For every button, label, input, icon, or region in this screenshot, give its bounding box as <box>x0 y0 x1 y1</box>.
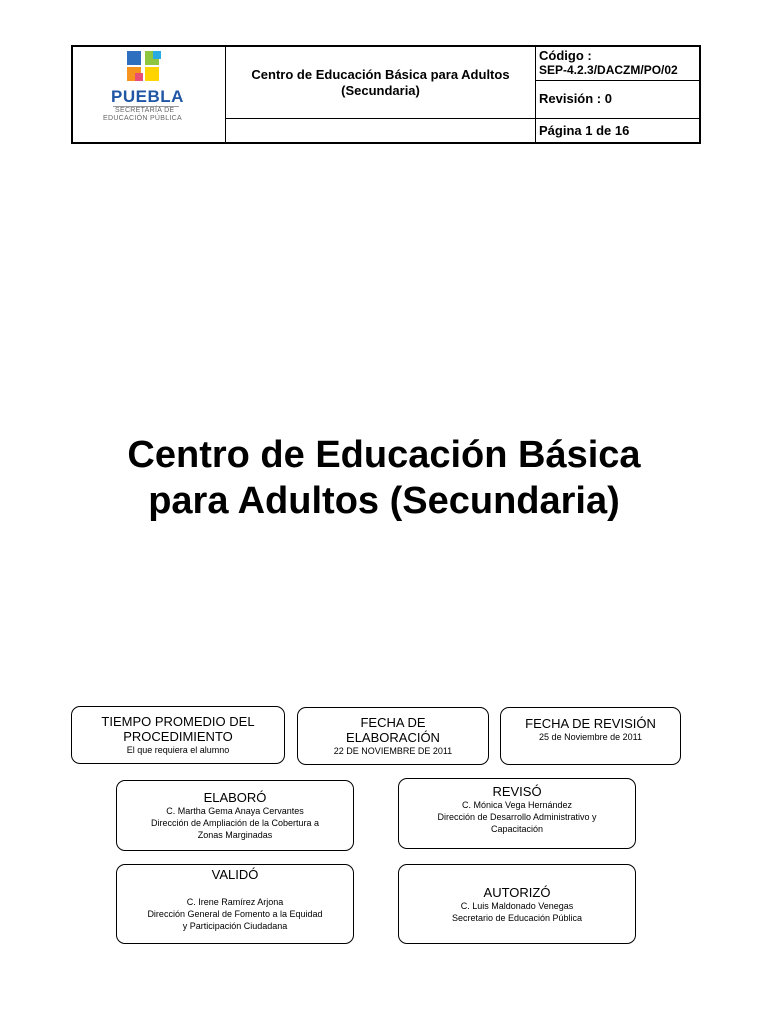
header-table <box>71 45 701 144</box>
logo-square-cyan <box>153 51 161 59</box>
tiempo-value: El que requiera el alumno <box>126 745 230 755</box>
valido-line1: C. Irene Ramírez Arjona <box>186 897 284 907</box>
fecha-elaboracion-box <box>297 707 489 765</box>
reviso-line2: Dirección de Desarrollo Administrativo y <box>437 812 597 822</box>
fecha-revision-value: 25 de Noviembre de 2011 <box>539 732 642 742</box>
valido-box <box>116 864 354 944</box>
fecha-elaboracion-title-line2: ELABORACIÓN <box>346 730 440 745</box>
logo-square-pink <box>135 73 143 81</box>
elaboro-title: ELABORÓ <box>203 790 267 805</box>
header-title-cell <box>226 47 536 119</box>
logo-square-yellow <box>145 67 159 81</box>
code-label: Código : <box>539 48 592 63</box>
header-blank-cell <box>226 119 536 142</box>
puebla-logo <box>91 49 211 129</box>
autorizo-title: AUTORIZÓ <box>483 884 551 900</box>
valido-line3: y Participación Ciudadana <box>182 921 288 931</box>
document-title-line2: para Adultos (Secundaria) <box>148 480 620 522</box>
fecha-elaboracion-title-line1: FECHA DE <box>360 715 426 730</box>
code-value: SEP-4.2.3/DACZM/PO/02 <box>539 63 678 77</box>
document-title-line1: Centro de Educación Básica <box>127 434 641 476</box>
fecha-elaboracion-value: 22 DE NOVIEMBRE DE 2011 <box>333 746 453 756</box>
header-title-line2: (Secundaria) <box>341 82 420 98</box>
tiempo-title-line1: TIEMPO PROMEDIO DEL <box>101 714 255 729</box>
reviso-line3: Capacitación <box>490 824 544 834</box>
document-title <box>60 432 708 524</box>
revision-cell: Revisión : 0 <box>536 81 699 119</box>
elaboro-line3: Zonas Marginadas <box>197 830 273 840</box>
page-number-cell: Página 1 de 16 <box>539 123 630 138</box>
logo-subtitle-2: EDUCACIÓN PÚBLICA <box>103 115 183 122</box>
fecha-revision-box <box>500 707 681 765</box>
autorizo-line2: Secretario de Educación Pública <box>451 912 583 923</box>
elaboro-box <box>116 780 354 851</box>
elaboro-line1: C. Martha Gema Anaya Cervantes <box>166 806 304 816</box>
elaboro-line2: Dirección de Ampliación de la Cobertura a <box>150 818 320 828</box>
fecha-revision-title: FECHA DE REVISIÓN <box>525 716 656 731</box>
tiempo-promedio-box <box>71 706 285 764</box>
autorizo-line1: C. Luis Maldonado Venegas <box>460 900 574 911</box>
reviso-box <box>398 778 636 849</box>
reviso-title: REVISÓ <box>492 784 542 799</box>
logo-name: PUEBLA <box>111 87 184 106</box>
valido-line2: Dirección General de Fomento a la Equidad <box>147 909 323 919</box>
header-title-line1: Centro de Educación Básica para Adultos <box>251 66 510 82</box>
logo-square-blue <box>127 51 141 65</box>
tiempo-title-line2: PROCEDIMIENTO <box>123 729 233 744</box>
autorizo-box <box>398 864 636 944</box>
logo-subtitle-1: SECRETARÍA DE <box>115 107 175 114</box>
code-cell <box>536 47 699 81</box>
logo-cell <box>73 47 226 142</box>
reviso-line1: C. Mónica Vega Hernández <box>461 800 573 810</box>
valido-title: VALIDÓ <box>211 867 259 882</box>
